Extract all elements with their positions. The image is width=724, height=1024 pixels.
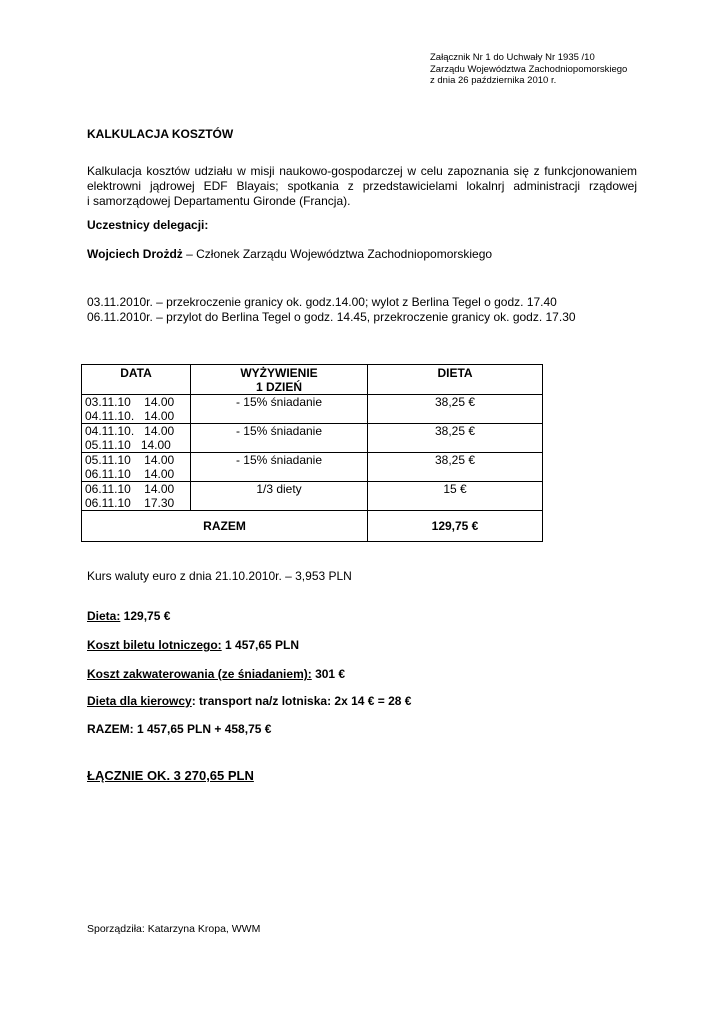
attachment-note-line: Zarządu Województwa Zachodniopomorskiego bbox=[430, 63, 628, 75]
date-cell bbox=[82, 395, 191, 424]
date-line: 04.11.10. 14.00 bbox=[85, 424, 175, 438]
driver-summary-label: Dieta dla kierowcy bbox=[87, 694, 192, 708]
table-header-row bbox=[82, 365, 543, 395]
table-row bbox=[82, 453, 543, 482]
diet-cell: 38,25 € bbox=[368, 395, 543, 424]
driver-summary bbox=[87, 694, 411, 708]
date-line: 05.11.10 14.00 bbox=[85, 453, 175, 467]
header-meal bbox=[191, 365, 368, 395]
table-row bbox=[82, 424, 543, 453]
header-meal-line: WYŻYWIENIE bbox=[240, 366, 318, 380]
participant-name: Wojciech Drożdż bbox=[87, 247, 183, 261]
attachment-note-line: z dnia 26 października 2010 r. bbox=[430, 75, 557, 86]
date-line: 06.11.10 14.00 bbox=[85, 467, 175, 481]
diet-summary-value: 129,75 € bbox=[120, 609, 171, 623]
date-line: 05.11.10 14.00 bbox=[85, 438, 171, 452]
table-total-row bbox=[82, 511, 543, 542]
date-cell bbox=[82, 453, 191, 482]
header-diet: DIETA bbox=[368, 365, 543, 395]
razem-summary: RAZEM: 1 457,65 PLN + 458,75 € bbox=[87, 722, 272, 736]
date-line: 04.11.10. 14.00 bbox=[85, 409, 175, 423]
lodging-summary bbox=[87, 667, 345, 681]
diet-cell: 38,25 € bbox=[368, 424, 543, 453]
header-meal-line: 1 DZIEŃ bbox=[255, 380, 302, 394]
ticket-summary bbox=[87, 638, 299, 652]
grand-total: ŁĄCZNIE OK. 3 270,65 PLN bbox=[87, 768, 254, 783]
total-label: RAZEM bbox=[82, 511, 368, 542]
date-cell bbox=[82, 424, 191, 453]
date-line: 06.11.10 17.30 bbox=[85, 496, 175, 510]
participant-role: – Członek Zarządu Województwa Zachodniopomorskiego bbox=[182, 247, 493, 261]
prepared-by: Sporządziła: Katarzyna Kropa, WWM bbox=[87, 923, 261, 935]
ticket-summary-value: 1 457,65 PLN bbox=[221, 638, 300, 652]
diet-summary bbox=[87, 609, 170, 623]
lodging-summary-value: 301 € bbox=[311, 667, 346, 681]
document-title: KALKULACJA KOSZTÓW bbox=[87, 127, 234, 141]
intro-line: Kalkulacja kosztów udziału w misji naukowo-gospodarczej w celu zapoznania się z funkcjonowaniem bbox=[87, 164, 637, 178]
table-row bbox=[82, 482, 543, 511]
date-cell bbox=[82, 482, 191, 511]
header-date: DATA bbox=[82, 365, 191, 395]
exchange-rate: Kurs waluty euro z dnia 21.10.2010r. – 3,953 PLN bbox=[87, 569, 352, 583]
itinerary-line: 06.11.2010r. – przylot do Berlina Tegel o godz. 14.45, przekroczenie granicy ok. godz. 17.30 bbox=[87, 310, 576, 324]
participant-entry bbox=[87, 247, 492, 261]
table-row bbox=[82, 395, 543, 424]
intro-line: i samorządowej Departamentu Gironde (Francja). bbox=[87, 194, 351, 208]
diet-cell: 15 € bbox=[368, 482, 543, 511]
ticket-summary-label: Koszt biletu lotniczego: bbox=[87, 638, 222, 652]
itinerary-line: 03.11.2010r. – przekroczenie granicy ok. godz.14.00; wylot z Berlina Tegel o godz. 17.40 bbox=[87, 295, 557, 309]
itinerary bbox=[87, 295, 576, 325]
intro-paragraph bbox=[87, 164, 637, 209]
date-line: 06.11.10 14.00 bbox=[85, 482, 175, 496]
meal-cell: - 15% śniadanie bbox=[191, 453, 368, 482]
lodging-summary-label: Koszt zakwaterowania (ze śniadaniem): bbox=[87, 667, 312, 681]
meal-cell: - 15% śniadanie bbox=[191, 424, 368, 453]
date-line: 03.11.10 14.00 bbox=[85, 395, 175, 409]
meal-cell: 1/3 diety bbox=[191, 482, 368, 511]
diet-summary-label: Dieta: bbox=[87, 609, 121, 623]
attachment-note-line: Załącznik Nr 1 do Uchwały Nr 1935 /10 bbox=[430, 52, 595, 63]
meal-cell: - 15% śniadanie bbox=[191, 395, 368, 424]
cost-table bbox=[81, 364, 543, 542]
diet-cell: 38,25 € bbox=[368, 453, 543, 482]
driver-summary-value: : transport na/z lotniska: 2x 14 € = 28 € bbox=[191, 694, 412, 708]
total-value: 129,75 € bbox=[368, 511, 543, 542]
attachment-note bbox=[430, 52, 627, 87]
participants-heading: Uczestnicy delegacji: bbox=[87, 218, 209, 232]
intro-line: elektrowni jądrowej EDF Blayais; spotkania z przedstawicielami lokalnrj administracji rządowej bbox=[87, 179, 637, 193]
